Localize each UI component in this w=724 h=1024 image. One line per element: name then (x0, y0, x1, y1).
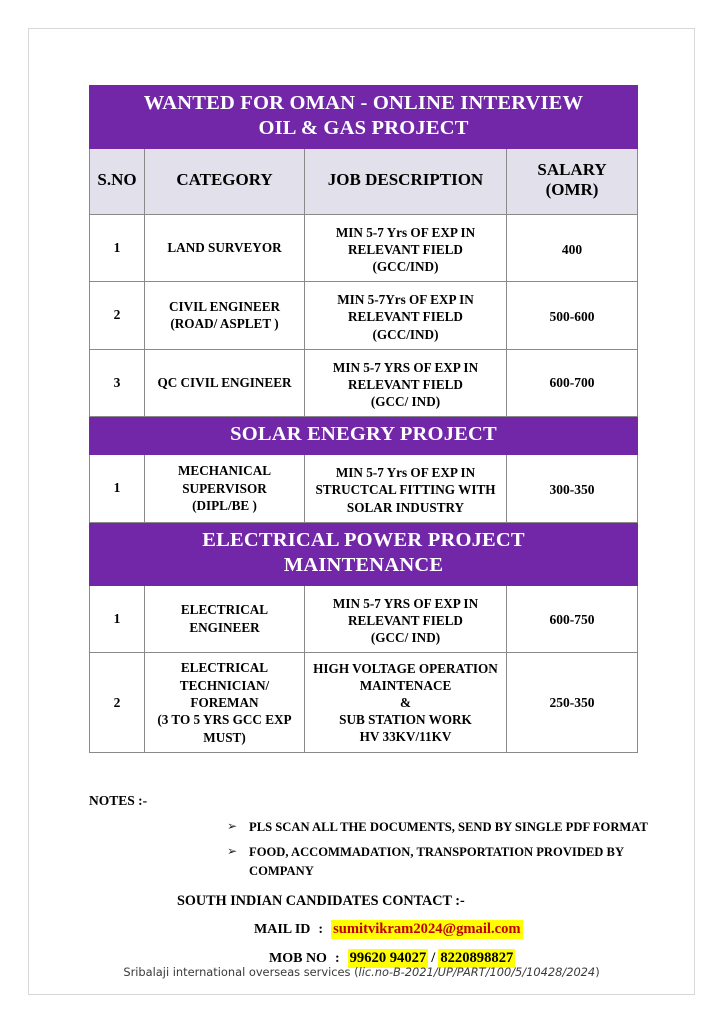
cell-job-description: HIGH VOLTAGE OPERATION MAINTENACE & SUB STATION WORK HV 33KV/11KV (305, 653, 507, 753)
main-title-banner (90, 86, 638, 149)
mobile-number-value-primary[interactable]: 99620 94027 (349, 949, 427, 966)
cell-job-description: MIN 5-7Yrs OF EXP IN RELEVANT FIELD (GCC/IND) (305, 282, 507, 349)
cell-sno: 1 (90, 455, 145, 522)
job-listing-table (89, 85, 638, 753)
cell-job-description: MIN 5-7 Yrs OF EXP IN STRUCTCAL FITTING WITH SOLAR INDUSTRY (305, 455, 507, 522)
cell-category: MECHANICAL SUPERVISOR (DIPL/BE ) (145, 455, 305, 522)
cell-salary: 250-350 (507, 653, 638, 753)
column-header-salary-line-1: SALARY (537, 160, 607, 179)
column-header-job-description: JOB DESCRIPTION (305, 149, 507, 215)
cell-category: CIVIL ENGINEER (ROAD/ ASPLET ) (145, 282, 305, 349)
cell-category: ELECTRICAL TECHNICIAN/ FOREMAN (3 TO 5 YRS GCC EXP MUST) (145, 653, 305, 753)
cell-salary: 600-700 (507, 349, 638, 416)
cell-category: LAND SURVEYOR (145, 214, 305, 281)
page-canvas (28, 28, 695, 995)
contact-heading: SOUTH INDIAN CANDIDATES CONTACT :- (177, 892, 465, 909)
cell-job-description: MIN 5-7 YRS OF EXP IN RELEVANT FIELD (GCC/ IND) (305, 349, 507, 416)
mail-id-colon: : (318, 921, 324, 937)
cell-category: QC CIVIL ENGINEER (145, 349, 305, 416)
section-banner-row-solar (90, 417, 638, 455)
cell-category: ELECTRICAL ENGINEER (145, 585, 305, 652)
electrical-banner-line-2: MAINTENANCE (283, 553, 444, 576)
table-row (90, 653, 638, 753)
arrow-bullet-icon: ➢ (227, 819, 238, 833)
job-listing-table-wrapper (89, 85, 637, 753)
mail-id-row (89, 920, 669, 939)
cell-salary: 600-750 (507, 585, 638, 652)
note-item-text: FOOD, ACCOMMADATION, TRANSPORTATION PROVIDED BY COMPANY (249, 844, 624, 878)
column-header-sno: S.NO (90, 149, 145, 215)
main-title-line-1: WANTED FOR OMAN - ONLINE INTERVIEW (143, 92, 584, 114)
table-row (90, 282, 638, 349)
mobile-number-colon: : (334, 950, 340, 966)
table-header-row (90, 149, 638, 215)
solar-section-banner: SOLAR ENEGRY PROJECT (90, 417, 638, 455)
section-banner-row-electrical (90, 522, 638, 585)
cell-job-description: MIN 5-7 Yrs OF EXP IN RELEVANT FIELD (GCC/IND) (305, 214, 507, 281)
cell-sno: 1 (90, 214, 145, 281)
arrow-bullet-icon: ➢ (227, 843, 238, 858)
table-row (90, 214, 638, 281)
electrical-section-banner (90, 522, 638, 585)
table-row (90, 455, 638, 522)
column-header-category: CATEGORY (145, 149, 305, 215)
note-item (89, 818, 669, 837)
main-title-line-2: OIL & GAS PROJECT (258, 117, 469, 139)
section-banner-row-oil-gas (90, 86, 638, 149)
table-row (90, 585, 638, 652)
footer-license-number: lic.no-B-2021/UP/PART/100/5/10428/2024 (358, 965, 596, 979)
note-item (89, 843, 669, 881)
mail-id-value[interactable]: sumitvikram2024@gmail.com (333, 920, 521, 937)
mobile-number-label: MOB NO (269, 950, 327, 966)
column-header-salary (507, 149, 638, 215)
cell-salary: 300-350 (507, 455, 638, 522)
footer (29, 965, 694, 979)
electrical-banner-line-1: ELECTRICAL POWER PROJECT (202, 528, 525, 551)
cell-sno: 1 (90, 585, 145, 652)
notes-section (89, 793, 669, 968)
footer-company-name: Sribalaji international overseas services ( (123, 965, 359, 979)
mobile-number-separator: / (431, 949, 436, 966)
cell-sno: 2 (90, 282, 145, 349)
mobile-number-value-secondary[interactable]: 8220898827 (440, 949, 514, 966)
cell-salary: 400 (507, 214, 638, 281)
cell-job-description: MIN 5-7 YRS OF EXP IN RELEVANT FIELD (GCC/ IND) (305, 585, 507, 652)
cell-sno: 3 (90, 349, 145, 416)
column-header-salary-line-2: (OMR) (545, 180, 599, 200)
cell-sno: 2 (90, 653, 145, 753)
note-item-text: PLS SCAN ALL THE DOCUMENTS, SEND BY SINGLE PDF FORMAT (249, 820, 648, 834)
mail-id-label: MAIL ID (254, 921, 311, 937)
footer-close-paren: ) (595, 965, 600, 979)
notes-title: NOTES :- (89, 793, 148, 808)
cell-salary: 500-600 (507, 282, 638, 349)
table-row (90, 349, 638, 416)
